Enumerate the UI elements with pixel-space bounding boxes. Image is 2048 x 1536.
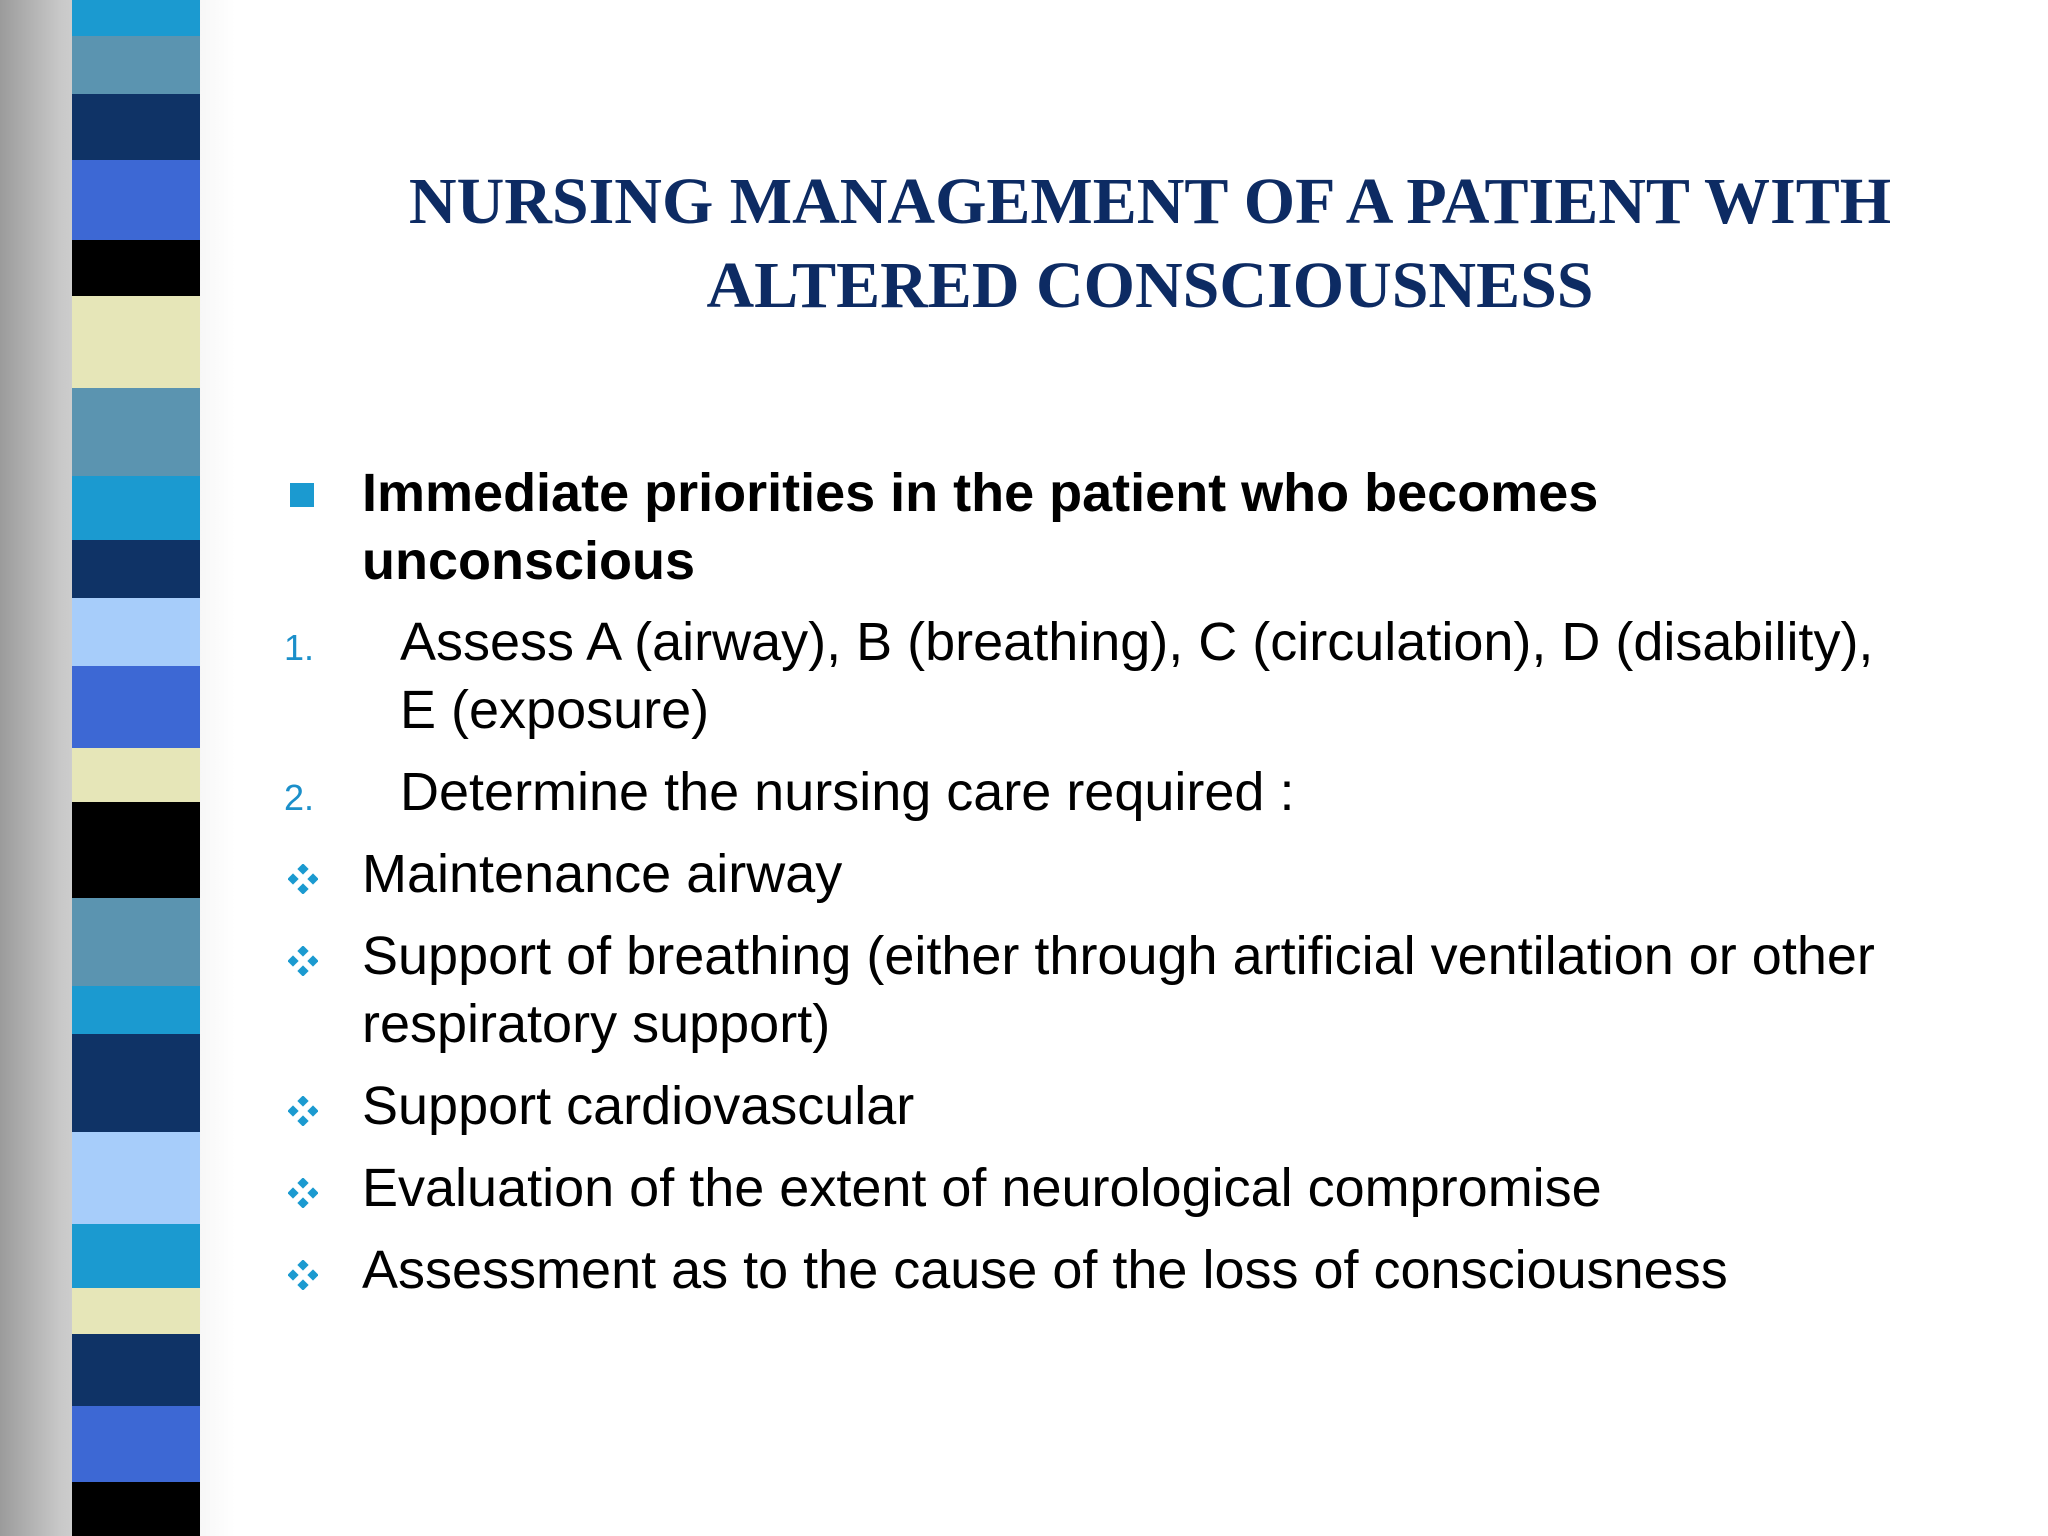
diamond-bullet-icon <box>288 1260 318 1290</box>
care-item-line: Support of breathing (either through artificial ventilation or other <box>362 926 1875 986</box>
step-line: E (exposure) <box>400 680 710 740</box>
heading-bullet-text <box>362 459 1598 595</box>
care-item-line: respiratory support) <box>362 994 831 1054</box>
care-item-line: Assessment as to the cause of the loss of consciousness <box>362 1240 1728 1300</box>
diamond-bullet-icon <box>288 1178 318 1208</box>
slide-title-line: NURSING MANAGEMENT OF A PATIENT WITH <box>408 165 1892 238</box>
care-item-line: Maintenance airway <box>362 844 843 904</box>
care-item-text <box>362 1072 914 1140</box>
step-number: 1. <box>284 627 315 668</box>
square-bullet-icon <box>290 483 314 507</box>
heading-line: unconscious <box>362 531 696 591</box>
care-item-text <box>362 840 842 908</box>
care-item-line: Evaluation of the extent of neurological compromise <box>362 1158 1602 1218</box>
diamond-bullet-icon <box>288 864 318 894</box>
step-number: 2. <box>284 777 315 818</box>
step-line: Assess A (airway), B (breathing), C (circulation), D (disability), <box>400 612 1874 672</box>
step-text <box>400 758 1294 826</box>
care-item-line: Support cardiovascular <box>362 1076 915 1136</box>
slide-title-line: ALTERED CONSCIOUSNESS <box>706 249 1594 322</box>
care-item-text <box>362 1236 1728 1304</box>
diamond-bullet-icon <box>288 1096 318 1126</box>
care-item-text <box>362 1154 1602 1222</box>
step-line: Determine the nursing care required : <box>400 762 1295 822</box>
heading-line: Immediate priorities in the patient who becomes <box>362 463 1599 523</box>
step-text <box>400 608 1873 744</box>
care-item-text <box>362 922 1875 1058</box>
diamond-bullet-icon <box>288 946 318 976</box>
